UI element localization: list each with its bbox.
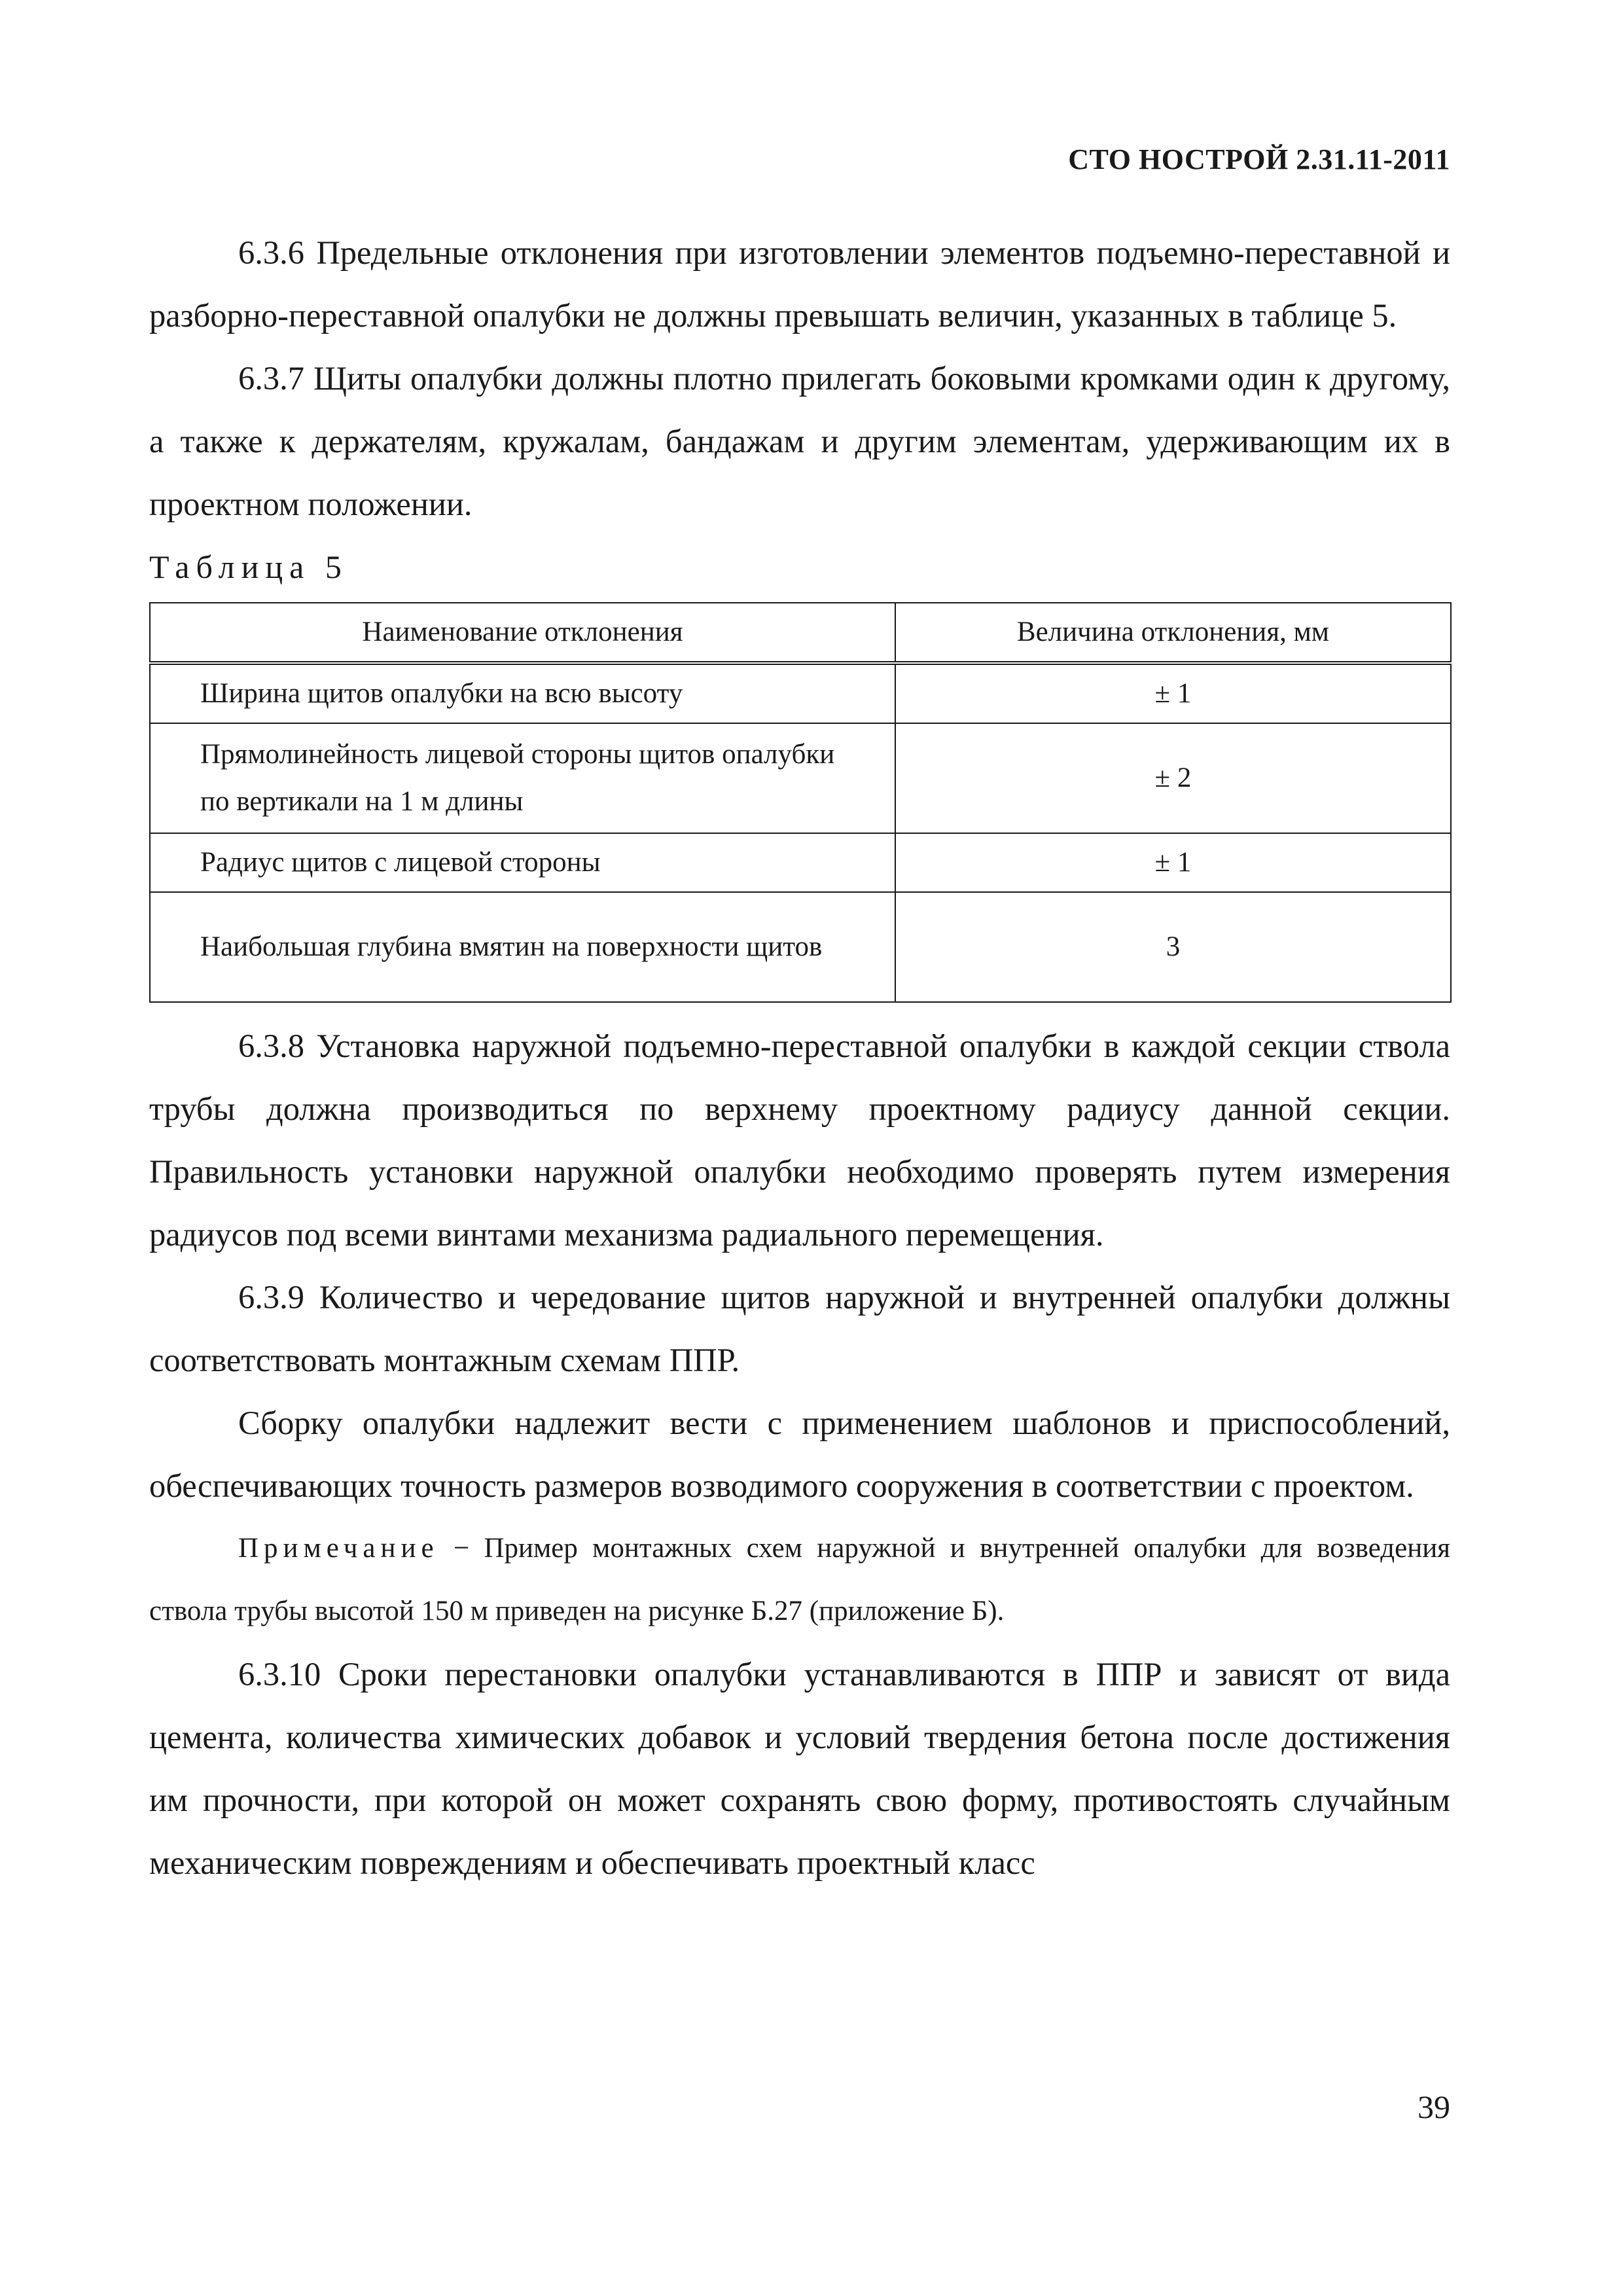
document-code-header: СТО НОСТРОЙ 2.31.11-2011 [1068, 143, 1450, 175]
deviation-name: Радиус щитов с лицевой стороны [150, 833, 895, 892]
deviation-name: Ширина щитов опалубки на всю высоту [150, 663, 895, 723]
table-row [150, 663, 1451, 723]
table-row [150, 723, 1451, 833]
paragraph-6-3-8: 6.3.8 Установка наружной подъемно-переставной опалубки в каждой секции ствола трубы должна производиться по верхнему проектному радиусу данной секции. Правильность установки наружной опалубки необходимо проверять путем измерения радиусов под всеми винтами механизма радиального перемещения. [149, 1028, 1450, 1253]
document-body [149, 221, 1450, 1894]
deviation-value: ± 1 [895, 663, 1451, 723]
paragraph-6-3-7: 6.3.7 Щиты опалубки должны плотно прилегать боковыми кромками один к другому, а также к держателям, кружалам, бандажам и другим элементам, удерживающим их в проектном положении. [149, 360, 1450, 522]
deviation-value: ± 2 [895, 723, 1451, 833]
document-page [149, 0, 1450, 2296]
page-number: 39 [1418, 2089, 1450, 2125]
paragraph-assembly: Сборку опалубки надлежит вести с применением шаблонов и приспособлений, обеспечивающих точность размеров возводимого сооружения в соответствии с проектом. [149, 1405, 1450, 1504]
table-row [150, 833, 1451, 892]
note-label: Примечание [238, 1533, 439, 1564]
table-row [150, 892, 1451, 1002]
column-header-name: Наименование отклонения [150, 603, 895, 663]
deviation-value: 3 [895, 892, 1451, 1002]
column-header-value: Величина отклонения, мм [895, 603, 1451, 663]
paragraph-6-3-6: 6.3.6 Предельные отклонения при изготовлении элементов подъемно-переставной и разборно-переставной опалубки не должны превышать величин, указанных в таблице 5. [149, 234, 1450, 334]
deviation-name: Прямолинейность лицевой стороны щитов опалубки по вертикали на 1 м длины [150, 723, 895, 833]
note-text: − Пример монтажных схем наружной и внутренней опалубки для возведения ствола трубы высотой 150 м приведен на рисунке Б.27 (приложение Б). [149, 1533, 1450, 1626]
deviation-value: ± 1 [895, 833, 1451, 892]
deviations-table [149, 602, 1452, 1003]
paragraph-6-3-9: 6.3.9 Количество и чередование щитов наружной и внутренней опалубки должны соответствовать монтажным схемам ППР. [149, 1279, 1450, 1378]
table-header-row [150, 603, 1451, 663]
note [149, 1517, 1450, 1643]
deviation-name: Наибольшая глубина вмятин на поверхности щитов [150, 892, 895, 1002]
table-caption: Таблица 5 [149, 548, 348, 585]
paragraph-6-3-10: 6.3.10 Сроки перестановки опалубки устанавливаются в ППР и зависят от вида цемента, количества химических добавок и условий твердения бетона после достижения им прочности, при которой он может сохранять свою форму, противостоять случайным механическим повреждениям и обеспечивать проектный класс [149, 1656, 1450, 1881]
